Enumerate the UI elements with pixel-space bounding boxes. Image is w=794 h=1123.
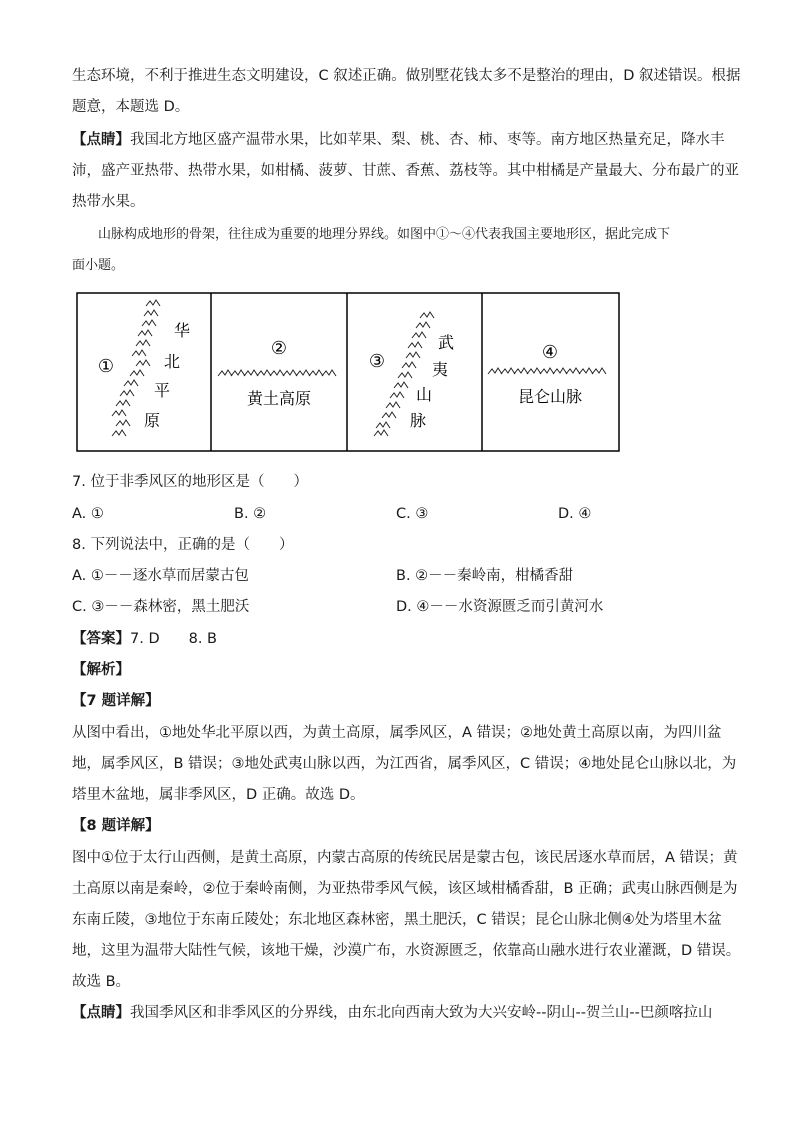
panel-number: ①: [97, 356, 115, 377]
final-label: 【点睛】: [72, 1005, 130, 1021]
q7-detail-title: 【7 题详解】: [72, 693, 160, 709]
text-line: 生态环境，不利于推进生态文明建设，C 叙述正确。做别墅花钱太多不是整治的理由，D 叙述错误。根据: [72, 68, 741, 84]
intro-line: 面小题。: [72, 258, 125, 273]
mountain-range-icon: [218, 370, 336, 376]
text-line: 土高原以南是秦岭，②位于秦岭南侧，为亚热带季风气候，该区域柑橘香甜，B 正确；武夷山脉西侧是为: [72, 881, 738, 897]
panel-4: [488, 342, 606, 406]
panel-number: ②: [270, 338, 288, 359]
panel-number: ④: [541, 342, 559, 363]
answer-label: 【答案】: [72, 631, 130, 647]
text-line: 从图中看出，①地处华北平原以西，为黄土高原，属季风区，A 错误；②地处黄土高原以南，为四川盆: [72, 725, 722, 741]
question-8-option-c: C. ③－－森林密，黑土肥沃: [72, 599, 250, 615]
dianjing-label: 【点睛】: [72, 132, 130, 148]
text-line: 地，属季风区，B 错误；③地处武夷山脉以西，为江西省，属季风区，C 错误；④地处昆仑山脉以北，为: [72, 756, 737, 772]
panel-number: ③: [368, 351, 386, 372]
analysis-label: 【解析】: [72, 662, 130, 678]
question-7-option-d: D. ④: [558, 506, 592, 522]
question-7-stem: 7. 位于非季风区的地形区是（ ）: [72, 474, 308, 490]
region-label: 昆仑山脉: [517, 387, 583, 406]
label-char: 北: [164, 352, 181, 371]
question-7-option-c: C. ③: [396, 506, 429, 522]
answer-line: [72, 629, 217, 649]
text-line: 热带水果。: [72, 194, 145, 210]
terrain-diagram: [76, 292, 620, 452]
mountain-range-icon: [488, 368, 606, 374]
label-char: 山: [416, 385, 433, 404]
answer-text: 7. D 8. B: [130, 631, 217, 647]
text-line: 题意，本题选 D。: [72, 99, 190, 115]
question-8-option-d: D. ④－－水资源匮乏而引黄河水: [396, 599, 604, 615]
text-line: 图中①位于太行山西侧，是黄土高原，内蒙古高原的传统民居是蒙古包，该民居逐水草而居，A 错误；黄: [72, 850, 738, 866]
text-line: [72, 130, 725, 150]
text-line: 故选 B。: [72, 974, 131, 990]
intro-line: 山脉构成地形的骨架，往往成为重要的地理分界线。如图中①～④代表我国主要地形区，据此完成下: [98, 227, 671, 242]
question-8-stem: 8. 下列说法中，正确的是（ ）: [72, 537, 294, 553]
final-note: [72, 1003, 712, 1023]
label-char: 华: [174, 321, 191, 340]
final-text: 我国季风区和非季风区的分界线，由东北向西南大致为大兴安岭--阴山--贺兰山--巴颜喀拉山: [130, 1005, 713, 1021]
question-8-option-b: B. ②－－秦岭南，柑橘香甜: [396, 568, 574, 584]
question-7-option-b: B. ②: [234, 506, 267, 522]
label-char: 武: [438, 333, 455, 352]
text-line: 东南丘陵，③地位于东南丘陵处；东北地区森林密，黑土肥沃，C 错误；昆仑山脉北侧④处为塔里木盆: [72, 912, 722, 928]
panel-3: [369, 312, 454, 436]
q8-detail-title: 【8 题详解】: [72, 818, 160, 834]
question-8-option-a: A. ①－－逐水草而居蒙古包: [72, 568, 249, 584]
panel-2: [218, 338, 336, 408]
label-char: 脉: [410, 411, 427, 430]
label-char: 平: [154, 381, 171, 400]
panel-1: [98, 300, 190, 436]
text-line: 沛，盛产亚热带、热带水果，如柑橘、菠萝、甘蔗、香蕉、荔枝等。其中柑橘是产量最大、分布最广的亚: [72, 163, 739, 179]
text-line: 地，这里为温带大陆性气候，该地干燥，沙漠广布，水资源匮乏，依靠高山融水进行农业灌溉，D 错误。: [72, 943, 741, 959]
label-char: 夷: [432, 360, 449, 379]
region-label: 黄土高原: [246, 389, 312, 408]
question-7-option-a: A. ①: [72, 506, 104, 522]
text-line: 塔里木盆地，属非季风区，D 正确。故选 D。: [72, 787, 365, 803]
dianjing-text: 我国北方地区盛产温带水果，比如苹果、梨、桃、杏、柿、枣等。南方地区热量充足，降水丰: [130, 132, 725, 148]
label-char: 原: [144, 411, 161, 430]
